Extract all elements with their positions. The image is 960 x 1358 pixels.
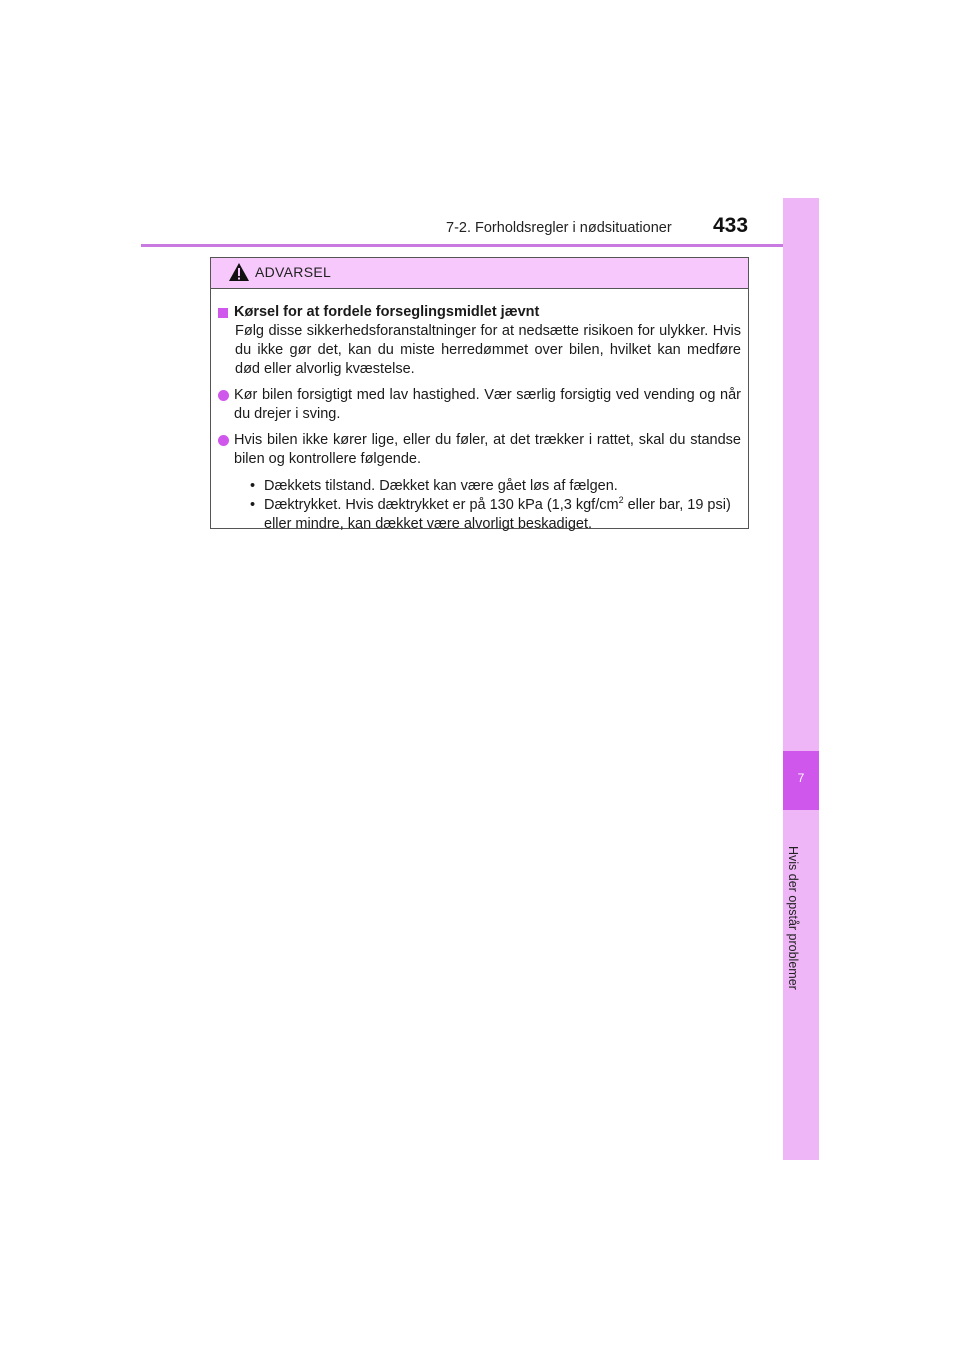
- warning-header: [211, 258, 748, 289]
- sub-list: [250, 477, 741, 534]
- list-item-text: Kør bilen forsigtigt med lav hastighed. Vær særlig forsigtig ved vending og når du drejer i sving.: [234, 387, 741, 422]
- sub-list-item: [250, 496, 741, 534]
- pressure-text-after: eller bar, 19 psi) eller mindre, kan dækket være alvorligt beskadiget.: [264, 497, 731, 532]
- chapter-side-tab: [783, 198, 819, 1160]
- warning-intro: Følg disse sikkerhedsforanstaltninger for at nedsætte risikoen for ulykker. Hvis du ikke gør det, kan du miste herredømmet over bilen, hvilket kan medføre død eller alvorlig kvæstelse.: [235, 323, 741, 377]
- warning-triangle-icon: [228, 262, 250, 282]
- warning-box: [210, 257, 749, 532]
- warning-label: ADVARSEL: [255, 264, 332, 280]
- section-title: 7-2. Forholdsregler i nødsituationer: [446, 220, 672, 236]
- header-rule: [141, 244, 819, 247]
- sub-bullet-mark: •: [250, 478, 256, 494]
- chapter-number: 7: [783, 751, 819, 810]
- sub-list-item: [250, 477, 741, 496]
- warning-body: [211, 289, 748, 534]
- chapter-title: Hvis der opstår problemer: [786, 846, 800, 990]
- sub-list-item-text: Dækkets tilstand. Dækket kan være gået løs af fælgen.: [264, 478, 618, 494]
- page-number: 433: [713, 214, 749, 237]
- sub-bullet-mark: •: [250, 497, 256, 513]
- square-bullet-icon: [218, 308, 228, 318]
- warning-heading: [218, 303, 741, 322]
- unit-superscript: 2: [618, 495, 624, 506]
- pressure-text-before: Dæktrykket. Hvis dæktrykket er på 130 kPa (1,3 kgf/cm: [264, 497, 619, 513]
- circle-bullet-icon: [218, 435, 229, 446]
- sub-list-item-text: [264, 496, 741, 534]
- list-item: [218, 431, 741, 469]
- list-item: [218, 386, 741, 424]
- list-item-text: Hvis bilen ikke kører lige, eller du føler, at det trækker i rattet, skal du standse bilen og kontrollere følgende.: [234, 432, 741, 467]
- circle-bullet-icon: [218, 390, 229, 401]
- warning-heading-text: Kørsel for at fordele forseglingsmidlet jævnt: [234, 304, 540, 320]
